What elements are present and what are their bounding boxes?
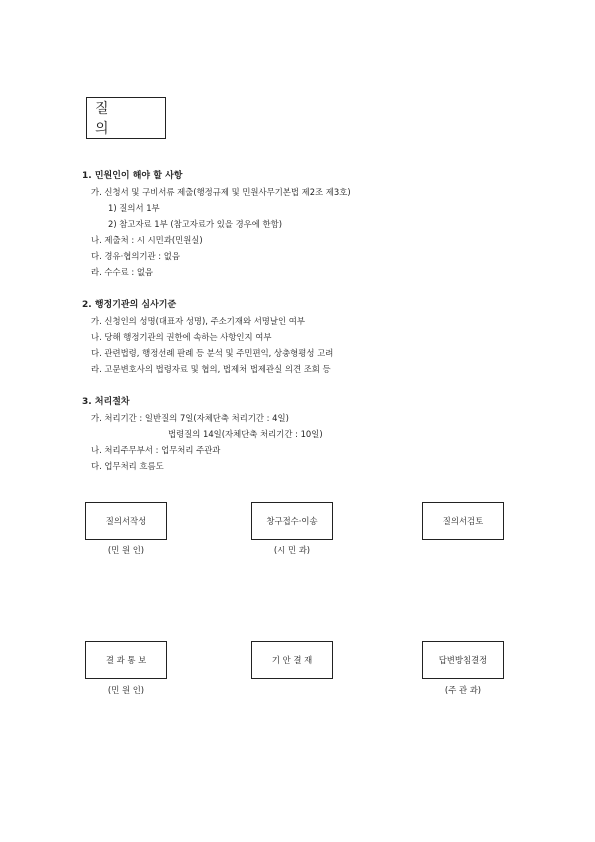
- section-applicant-duties: [82, 168, 542, 280]
- flow-box-write-inquiry: 질의서작성: [85, 502, 167, 540]
- section-heading: 2. 행정기관의 심사기준: [82, 300, 177, 310]
- flow-label-applicant: (민 원 인): [107, 685, 145, 695]
- section-item: 나. 당해 행정기관의 권한에 속하는 사항인지 여부: [91, 332, 272, 342]
- section-heading: 3. 처리절차: [82, 397, 130, 407]
- flow-box-receive-transfer: 창구접수·이송: [251, 502, 333, 540]
- flow-box-draft-approval: 기 안 결 재: [251, 641, 333, 679]
- section-item: 라. 고문변호사의 법령자료 및 협의, 법제처 법제관실 의견 조회 등: [91, 364, 331, 374]
- section-item: 다. 경유·협의기관 : 없음: [91, 251, 180, 261]
- document-title: 질 의: [86, 97, 166, 139]
- section-procedure: [82, 394, 542, 474]
- section-item: 다. 업무처리 흐름도: [91, 461, 164, 471]
- section-item-continuation: 법령질의 14일(자체단축 처리기간 : 10일): [168, 429, 323, 439]
- flow-label-civil-affairs: (시 민 과): [273, 545, 311, 555]
- flow-box-decide-response: 답변방침결정: [422, 641, 504, 679]
- section-item: 나. 제출처 : 시 시민과(민원실): [91, 235, 203, 245]
- section-item: 가. 처리기간 : 일반질의 7일(자체단축 처리기간 : 4일): [91, 413, 289, 423]
- section-heading: 1. 민원인이 해야 할 사항: [82, 171, 183, 181]
- section-subitem: 2) 참고자료 1부 (참고자료가 있을 경우에 한함): [108, 219, 282, 229]
- section-subitem: 1) 질의서 1부: [108, 203, 160, 213]
- flow-label-applicant: (민 원 인): [107, 545, 145, 555]
- section-review-criteria: [82, 297, 542, 377]
- flow-label-lead-dept: (주 관 과): [444, 685, 482, 695]
- section-item: 라. 수수료 : 없음: [91, 267, 154, 277]
- section-item: 가. 신청인의 성명(대표자 성명), 주소기재와 서명날인 여부: [91, 316, 305, 326]
- section-item: 가. 신청서 및 구비서류 제출(행정규제 및 민원사무기본법 제2조 제3호): [91, 187, 351, 197]
- flow-box-notify-result: 결 과 통 보: [85, 641, 167, 679]
- flow-box-review-inquiry: 질의서검토: [422, 502, 504, 540]
- section-item: 나. 처리주무부서 : 업무처리 주관과: [91, 445, 221, 455]
- section-item: 다. 관련법령, 행정선례 판례 등 분석 및 주민편익, 상충형평성 고려: [91, 348, 334, 358]
